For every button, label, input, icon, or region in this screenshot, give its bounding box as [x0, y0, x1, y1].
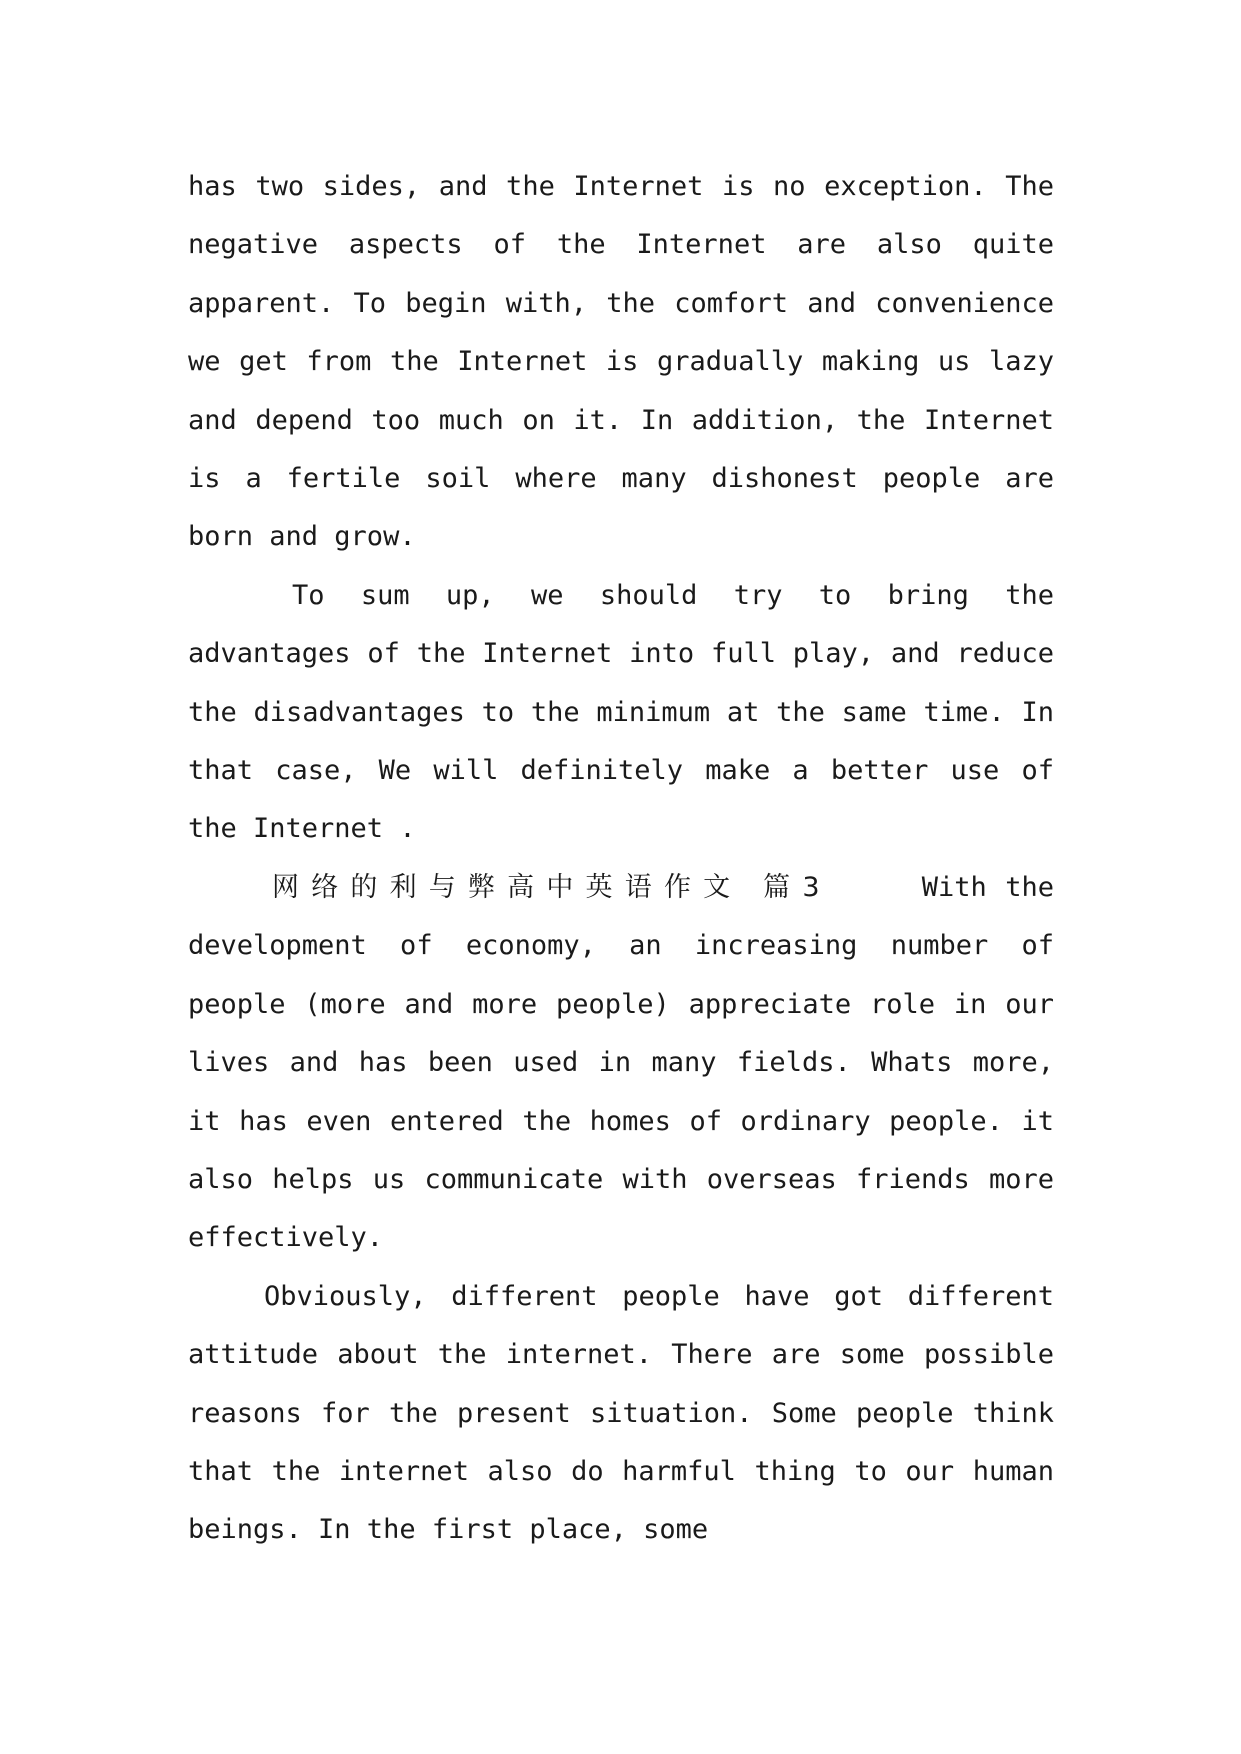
paragraph-4-text: Obviously, different people have got different attitude about the internet. There are some possible reasons for the present situation. Some people think that the internet also do harmful thing to our human beings. In the first place, some [188, 1280, 1054, 1546]
paragraph-1-text: has two sides, and the Internet is no exception. The negative aspects of the Internet are also quite apparent. To begin with, the comfort and convenience we get from the Internet is gradually making us lazy and depend too much on it. In addition, the Internet is a fertile soil where many dishonest people are born and grow. [188, 171, 1054, 553]
paragraph-2-text: To sum up, we should try to bring the advantages of the Internet into full play, and reduce the disadvantages to the minimum at the same time. In that case, We will definitely make a better use of the Internet . [188, 579, 1054, 845]
document-body [188, 158, 1054, 1560]
paragraph-3 [188, 859, 1054, 1268]
paragraph-1 [188, 158, 1054, 567]
paragraph-4 [188, 1268, 1054, 1560]
section-heading: 网络的利与弊高中英语作文 篇3 [272, 871, 830, 903]
paragraph-2 [188, 567, 1054, 859]
paragraph-3-text: With the development of economy, an increasing number of people (more and more people) appreciate role in our lives and has been used in many fields. Whats more, it has even entered the homes of ordinary people. it also helps us communicate with overseas friends more effectively. [188, 871, 1055, 1254]
